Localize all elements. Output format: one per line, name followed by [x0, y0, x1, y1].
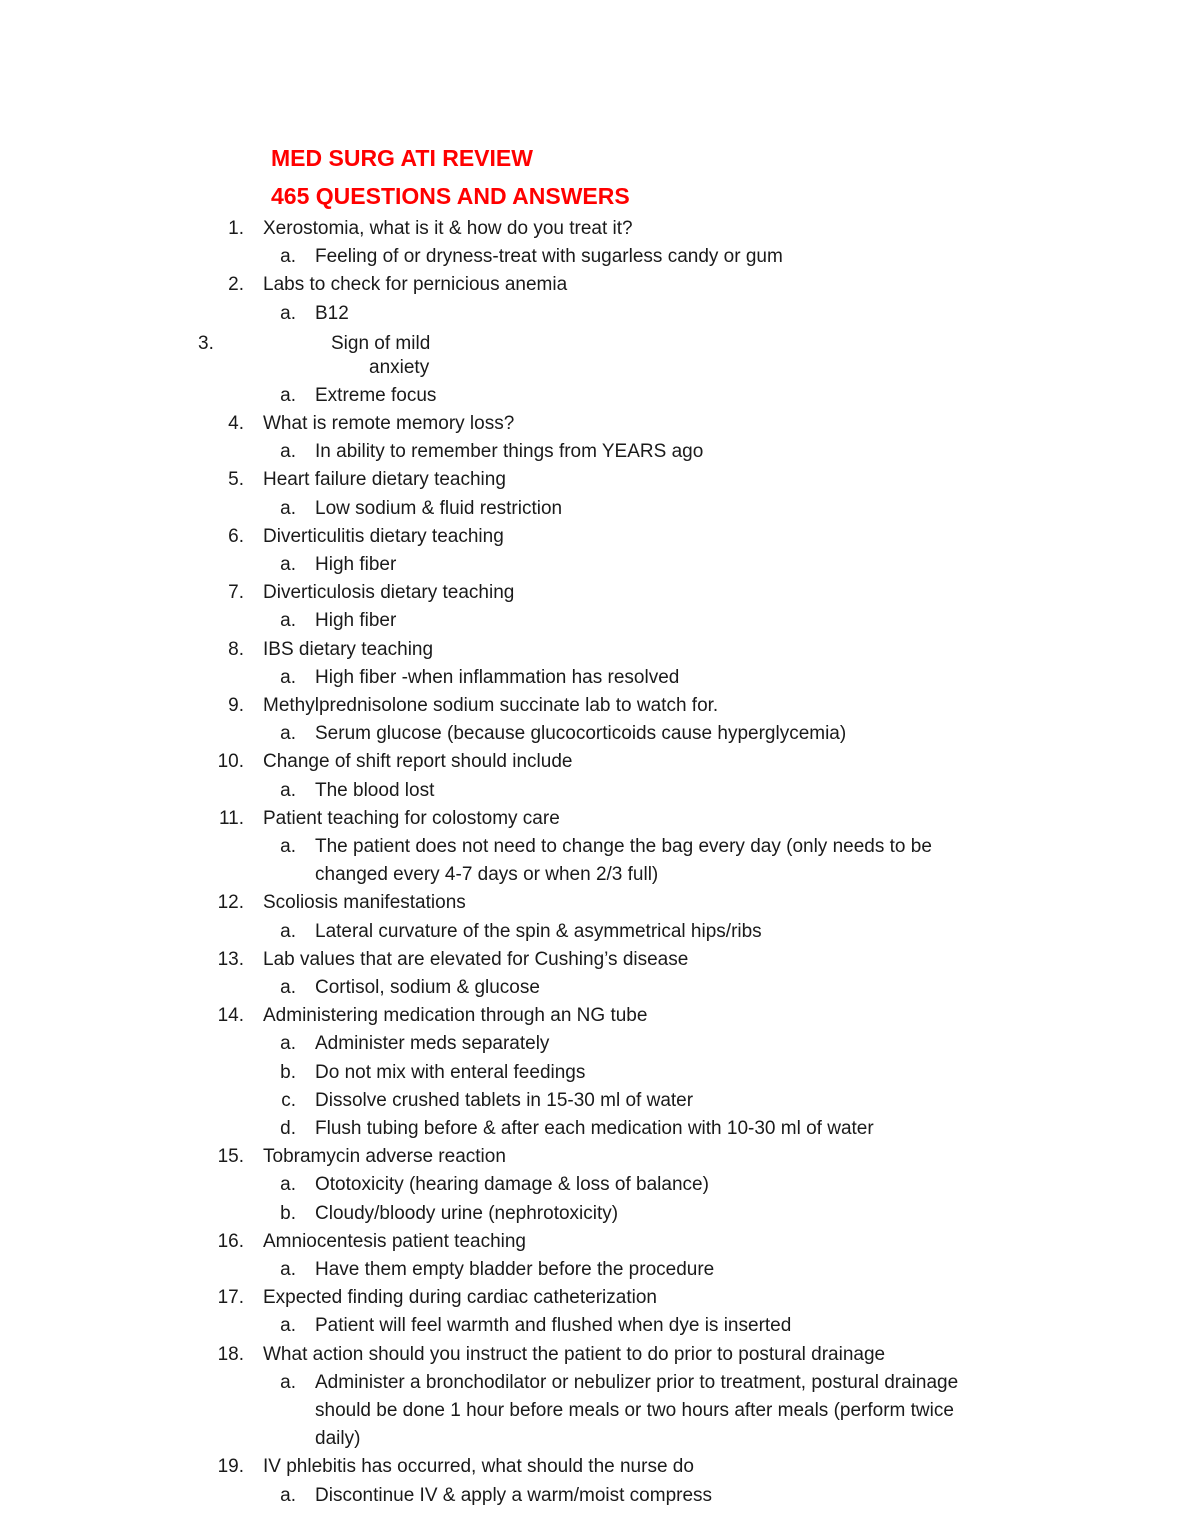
- question-text: Change of shift report should include: [263, 751, 573, 773]
- document-title: MED SURG ATI REVIEW: [271, 145, 533, 171]
- answer-text: In ability to remember things from YEARS ago: [315, 441, 704, 463]
- answer-text: The patient does not need to change the bag every day (only needs to be: [315, 836, 932, 857]
- question-number: 3.: [198, 332, 214, 354]
- answer-text: The blood lost: [315, 779, 435, 801]
- question-number: 14.: [217, 1005, 244, 1027]
- answer-text: Flush tubing before & after each medication with 10-30 ml of water: [315, 1118, 874, 1139]
- question-text: What is remote memory loss?: [263, 413, 515, 434]
- answer-number: a.: [280, 384, 296, 406]
- question-text: Heart failure dietary teaching: [263, 469, 506, 491]
- answer-text: Discontinue IV & apply a warm/moist compress: [315, 1484, 713, 1506]
- question-text: Lab values that are elevated for Cushing’s disease: [263, 948, 689, 970]
- question-number: 17.: [217, 1287, 244, 1309]
- answer-text: High fiber -when inflammation has resolved: [315, 666, 680, 688]
- question-text: Administering medication through an NG tube: [263, 1005, 648, 1027]
- answer-text: Dissolve crushed tablets in 15-30 ml of water: [315, 1089, 694, 1111]
- answer-number: a.: [280, 920, 296, 942]
- question-number: 1.: [228, 218, 244, 239]
- answer-text: High fiber: [315, 554, 397, 575]
- question-text: Patient teaching for colostomy care: [263, 807, 560, 829]
- question-text: Labs to check for pernicious anemia: [263, 274, 568, 296]
- answer-number: a.: [280, 441, 296, 463]
- question-number: 9.: [228, 695, 244, 716]
- answer-number: a.: [280, 1484, 296, 1506]
- answer-text: Do not mix with enteral feedings: [315, 1061, 586, 1083]
- answer-number: a.: [280, 554, 296, 575]
- answer-number: a.: [280, 497, 296, 519]
- answer-number: a.: [280, 779, 296, 801]
- question-number: 6.: [228, 525, 244, 547]
- question-text: Sign of mild: [331, 332, 431, 354]
- question-number: 15.: [217, 1146, 244, 1168]
- answer-number: a.: [280, 1371, 296, 1393]
- answer-text: Cortisol, sodium & glucose: [315, 977, 540, 998]
- question-number: 12.: [217, 892, 244, 914]
- answer-number: d.: [280, 1118, 296, 1139]
- answer-number: a.: [280, 836, 296, 857]
- answer-number: a.: [280, 723, 296, 745]
- question-text: Amniocentesis patient teaching: [263, 1230, 526, 1252]
- answer-text: Extreme focus: [315, 384, 437, 406]
- question-number: 11.: [218, 807, 244, 829]
- answer-text: Cloudy/bloody urine (nephrotoxicity): [315, 1202, 619, 1224]
- question-number: 13.: [217, 948, 244, 970]
- answer-number: a.: [280, 1033, 296, 1055]
- answer-text: Patient will feel warmth and flushed when dye is inserted: [315, 1315, 792, 1337]
- question-text: Tobramycin adverse reaction: [263, 1146, 506, 1168]
- question-text: What action should you instruct the patient to do prior to postural drainage: [263, 1343, 886, 1365]
- answer-number: a.: [280, 1259, 296, 1280]
- answer-text-continued: changed every 4-7 days or when 2/3 full): [315, 864, 659, 886]
- question-text: IV phlebitis has occurred, what should the nurse do: [263, 1456, 694, 1478]
- answer-number: b.: [280, 1202, 296, 1224]
- answer-number: a.: [280, 1174, 296, 1196]
- answer-text: Ototoxicity (hearing damage & loss of balance): [315, 1174, 709, 1196]
- question-text: Expected finding during cardiac catheterization: [263, 1287, 657, 1309]
- question-text: Xerostomia, what is it & how do you treat it?: [263, 218, 633, 239]
- question-text: Diverticulitis dietary teaching: [263, 525, 504, 547]
- question-number: 7.: [228, 582, 244, 604]
- question-text-continued: anxiety: [369, 356, 430, 378]
- question-number: 2.: [228, 274, 244, 296]
- answer-number: a.: [280, 610, 296, 632]
- answer-number: a.: [280, 302, 296, 324]
- question-number: 19.: [217, 1456, 244, 1478]
- question-number: 8.: [228, 638, 244, 660]
- answer-number: a.: [280, 246, 296, 268]
- question-number: 10.: [217, 751, 244, 773]
- answer-text: Administer meds separately: [315, 1033, 550, 1055]
- answer-text: Lateral curvature of the spin & asymmetrical hips/ribs: [315, 920, 762, 942]
- question-text: IBS dietary teaching: [263, 638, 434, 660]
- question-number: 5.: [228, 469, 244, 491]
- answer-number: a.: [280, 666, 296, 688]
- question-number: 4.: [228, 413, 244, 434]
- answer-number: b.: [280, 1061, 296, 1083]
- question-text: Diverticulosis dietary teaching: [263, 582, 515, 604]
- answer-text: Have them empty bladder before the procedure: [315, 1259, 715, 1280]
- question-text: Scoliosis manifestations: [263, 892, 466, 914]
- answer-number: c.: [281, 1089, 296, 1111]
- question-number: 18.: [217, 1343, 244, 1365]
- answer-text: Administer a bronchodilator or nebulizer prior to treatment, postural drainage: [315, 1371, 959, 1393]
- question-number: 16.: [217, 1230, 244, 1252]
- answer-text: B12: [315, 302, 349, 324]
- answer-text: Feeling of or dryness-treat with sugarless candy or gum: [315, 246, 783, 268]
- answer-text: Low sodium & fluid restriction: [315, 497, 563, 519]
- answer-text: High fiber: [315, 610, 397, 632]
- answer-number: a.: [280, 977, 296, 998]
- answer-number: a.: [280, 1315, 296, 1337]
- answer-text-continued: daily): [315, 1428, 361, 1450]
- question-text: Methylprednisolone sodium succinate lab to watch for.: [263, 695, 719, 716]
- answer-text: Serum glucose (because glucocorticoids cause hyperglycemia): [315, 723, 847, 745]
- document-subtitle: 465 QUESTIONS AND ANSWERS: [271, 183, 630, 209]
- answer-text-continued: should be done 1 hour before meals or two hours after meals (perform twice: [315, 1400, 954, 1421]
